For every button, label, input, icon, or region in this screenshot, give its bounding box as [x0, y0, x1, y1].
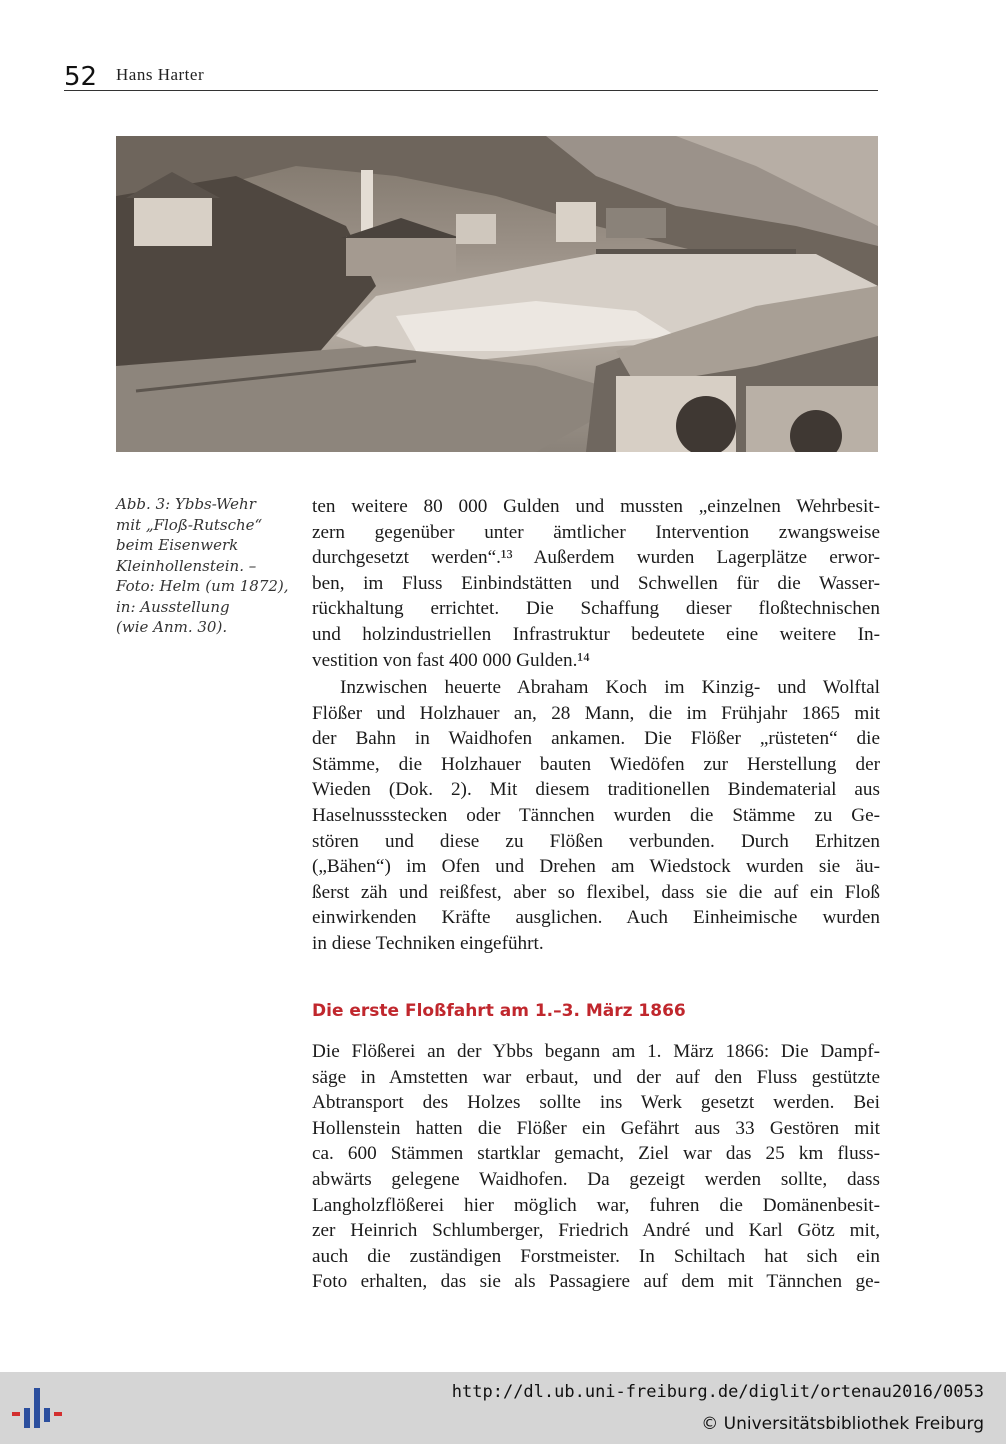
footer-url-link[interactable]: http://dl.ub.uni-freiburg.de/diglit/ortenau2016/0053 — [451, 1382, 984, 1402]
caption-line: beim Eisenwerk — [116, 536, 239, 554]
text-line: stören und diese zu Flößen verbunden. Durch Erhitzen — [312, 830, 880, 852]
text-line: rückhaltung errichtet. Die Schaffung dieser floßtechnischen — [312, 598, 880, 620]
historic-photo-ybbs-weir — [116, 136, 878, 452]
running-head-author: Hans Harter — [116, 65, 205, 84]
text-line: auch die zuständigen Forstmeister. In Schiltach hat sich ein — [312, 1245, 880, 1267]
caption-line: Kleinhollenstein. – — [116, 556, 257, 575]
text-line: Flößer und Holzhauer an, 28 Mann, die im Frühjahr 1865 mit — [312, 702, 880, 724]
text-line: Die Flößerei an der Ybbs begann am 1. März 1866: Die Dampf- — [312, 1041, 880, 1062]
text-line: einwirkenden Kräfte ausglichen. Auch Einheimische wurden — [312, 907, 880, 929]
text-line: ca. 600 Stämmen startklar gemacht, Ziel war das 25 km fluss- — [312, 1143, 880, 1165]
text-line: in diese Techniken eingeführt. — [312, 932, 544, 954]
paragraph-1 — [312, 494, 880, 673]
caption-line: mit „Floß-Rutsche“ — [116, 515, 263, 534]
text-line: der Bahn in Waidhofen ankamen. Die Flößer „rüsteten“ die — [312, 728, 880, 750]
text-line: Wieden (Dok. 2). Mit diesem traditionellen Bindematerial aus — [312, 779, 880, 801]
caption-line: (wie Anm. 30). — [116, 618, 228, 636]
caption-line: in: Ausstellung — [116, 597, 230, 616]
text-line: Haselnussstecken oder Tännchen wurden die Stämme zu Ge- — [312, 804, 880, 826]
photo-illustration — [116, 136, 878, 452]
text-line: Langholzflößerei hier möglich war, fuhren die Domänenbesit- — [312, 1194, 880, 1216]
caption-line: Abb. 3: Ybbs-Wehr — [116, 495, 256, 513]
text-line: ben, im Fluss Einbindstätten und Schwellen für die Wasser- — [312, 572, 880, 594]
library-logo-icon — [12, 1386, 64, 1430]
caption-line: Foto: Helm (um 1872), — [116, 577, 289, 595]
text-line: ten weitere 80 000 Gulden und mussten „einzelnen Wehrbesit- — [312, 496, 880, 517]
footer-copyright: © Universitätsbibliothek Freiburg — [701, 1414, 984, 1434]
section-heading: Die erste Floßfahrt am 1.–3. März 1866 — [312, 1001, 686, 1021]
footer-bar — [0, 1372, 1006, 1444]
text-line: Stämme, die Holzhauer bauten Wiedöfen zur Herstellung der — [312, 753, 880, 775]
text-line: Foto erhalten, das sie als Passagiere auf dem mit Tännchen ge- — [312, 1271, 880, 1293]
text-line: vestition von fast 400 000 Gulden.¹⁴ — [312, 649, 590, 671]
text-line: abwärts gelegene Waidhofen. Da gezeigt werden sollte, dass — [312, 1168, 880, 1190]
text-line: und holzindustriellen Infrastruktur bedeutete eine weitere In- — [312, 623, 880, 645]
figure-caption — [116, 494, 294, 638]
paragraph-3 — [312, 1039, 880, 1295]
text-line: zern gegenüber unter ämtlicher Intervention zwangsweise — [312, 521, 880, 543]
text-line: zer Heinrich Schlumberger, Friedrich André und Karl Götz mit, — [312, 1220, 880, 1242]
text-line: Abtransport des Holzes sollte ins Werk gesetzt werden. Bei — [312, 1092, 880, 1114]
text-line: Hollenstein hatten die Flößer ein Gefährt aus 33 Gestören mit — [312, 1117, 880, 1139]
text-line: („Bähen“) im Ofen und Drehen am Wiedstock wurden sie äu- — [312, 856, 880, 878]
paragraph-2 — [312, 675, 880, 957]
text-line: durchgesetzt werden“.¹³ Außerdem wurden Lagerplätze erwor- — [312, 547, 880, 569]
text-line: säge in Amstetten war erbaut, und der auf den Fluss gestützte — [312, 1066, 880, 1088]
page-number: 52 — [64, 62, 98, 92]
text-line: ßerst zäh und reißfest, aber so flexibel, dass sie die auf ein Floß — [312, 881, 880, 903]
text-line: Inzwischen heuerte Abraham Koch im Kinzig- und Wolftal — [340, 677, 880, 698]
page-header — [64, 60, 878, 91]
